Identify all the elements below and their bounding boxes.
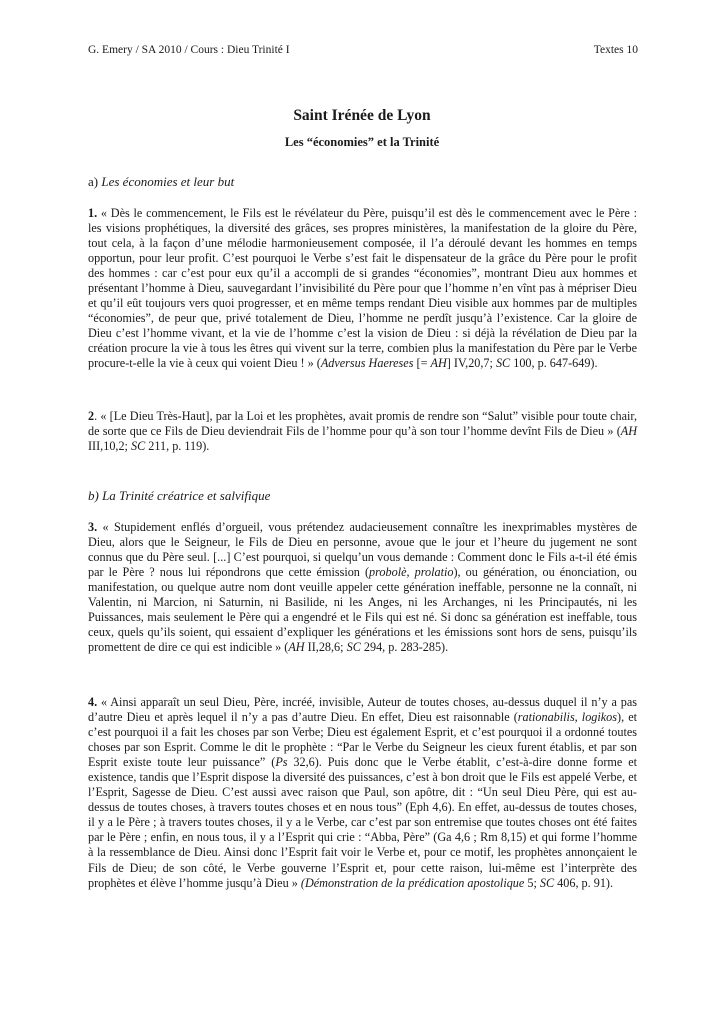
header-course: G. Emery / SA 2010 / Cours : Dieu Trinité I	[88, 44, 290, 56]
paragraph-4-number: 4.	[88, 695, 98, 709]
paragraph-1: 1. « Dès le commencement, le Fils est le révélateur du Père, puisqu’il est dès le commencement avec le Père : les visions prophétiques, la diversité des grâces, ses propres ministères, la manifestation de la gloire du Père, tout cela, à la façon d’une mélodie harmonieusement composée, il l’a déroulé devant les hommes en temps opportun, pour leur profit. C’est pourquoi le Verbe s’est fait le dispensateur de la grâce du Père pour le profit des hommes : car c’est pour eux qu’il a accompli de si grandes “économies”, montrant Dieu aux hommes et présentant l’homme à Dieu, sauvegardant l’invisibilité du Père pour que l’homme n’en vînt pas à mépriser Dieu et qu’il eût toujours vers quoi progresser, et en même temps rendant Dieu visible aux hommes par de multiples “économies”, de peur que, privé totalement de Dieu, l’homme ne perdît jusqu’à l’existence. Car la gloire de Dieu c’est l’homme vivant, et la vie de l’homme c’est la vision de Dieu : si déjà la révélation de Dieu par la création procure la vie à tous les êtres qui vivent sur la terre, combien plus la manifestation du Père par le Verbe procure-t-elle la vie à ceux qui voient Dieu ! » (Adversus Haereses [= AH] IV,20,7; SC 100, p. 647-649).	[88, 206, 637, 371]
header-page-label: Textes 10	[593, 44, 638, 56]
section-b-title: b) La Trinité créatrice et salvifique	[88, 488, 271, 503]
document-title: Saint Irénée de Lyon	[293, 107, 431, 124]
paragraph-3: 3. « Stupidement enflés d’orgueil, vous prétendez audacieusement connaître les inexprimables mystères de Dieu, alors que le Seigneur, le Fils de Dieu en personne, avoue que le jour et l’heure du jugement ne sont connus que du Père seul. [...] C’est pourquoi, si quelqu’un vous demande : Comment donc le Fils a-t-il été émis par le Père ? nous lui répondrons que cette émission (probolè, prolatio), ou génération, ou énonciation, ou manifestation, ou quelque autre nom dont veuille appeler cette génération ineffable, personne ne la connaît, ni Valentin, ni Marcion, ni Saturnin, ni Basilide, ni les Anges, ni les Archanges, ni les Principautés, ni les Puissances, mais seulement le Père qui a engendré et le Fils qui est né. Si donc sa génération est ineffable, tous ceux, quels qu’ils soient, qui essaient d’expliquer les générations et les émissions sont hors de sens, puisqu’ils promettent de dire ce qui est indicible » (AH II,28,6; SC 294, p. 283-285).	[88, 520, 637, 655]
document-subtitle: Les “économies” et la Trinité	[284, 135, 440, 149]
paragraph-2-number: 2	[88, 409, 95, 423]
paragraph-3-number: 3.	[88, 520, 98, 534]
section-a-letter: a)	[88, 174, 102, 189]
section-b-heading	[88, 488, 270, 504]
paragraph-1-number: 1.	[88, 206, 98, 220]
paragraph-4: 4. « Ainsi apparaît un seul Dieu, Père, incréé, invisible, Auteur de toutes choses, au-dessus duquel il n’y a pas d’autre Dieu et après lequel il n’y a pas d’autre Dieu. En effet, Dieu est raisonnable (rationabilis, logikos), et c’est pourquoi il a fait les choses par son Verbe; Dieu est également Esprit, et c’est pourquoi il a ordonné toutes choses par son Esprit. Comme le dit le prophète : “Par le Verbe du Seigneur les cieux furent établis, et par son Esprit existe toute leur puissance” (Ps 32,6). Puis donc que le Verbe établit, c’est-à-dire donne forme et existence, tandis que l’Esprit dispose la diversité des puissances, c’est à bon droit que le Fils est appelé Verbe, et l’Esprit, Sagesse de Dieu. C’est aussi avec raison que Paul, son apôtre, dit : “Un seul Dieu Père, qui est au-dessus de toutes choses, à travers toutes choses et en nous tous” (Eph 4,6). En effet, au-dessus de toutes choses, il y a le Père ; à travers toutes choses, il y a le Verbe, car c’est par son entremise que toutes choses ont été faites par le Père ; enfin, en nous tous, il y a l’Esprit qui crie : “Abba, Père” (Ga 4,6 ; Rm 8,15) et qui forme l’homme à la ressemblance de Dieu. Ainsi donc l’Esprit fait voir le Verbe et, pour ce motif, les prophètes annonçaient le Fils de Dieu; de son côté, le Verbe gouverne l’Esprit et, pour cette raison, lui-même est l’interprète des prophètes et élève l’homme jusqu’à Dieu » (Démonstration de la prédication apostolique 5; SC 406, p. 91).	[88, 695, 637, 890]
section-a-title: Les économies et leur but	[101, 174, 235, 189]
section-a-heading	[88, 174, 234, 190]
paragraph-2: 2. « [Le Dieu Très-Haut], par la Loi et les prophètes, avait promis de rendre son “Salut” visible pour toute chair, de sorte que ce Fils de Dieu deviendrait Fils de l’homme pour qu’à son tour l’homme devînt Fils de Dieu » (AH III,10,2; SC 211, p. 119).	[88, 409, 637, 454]
